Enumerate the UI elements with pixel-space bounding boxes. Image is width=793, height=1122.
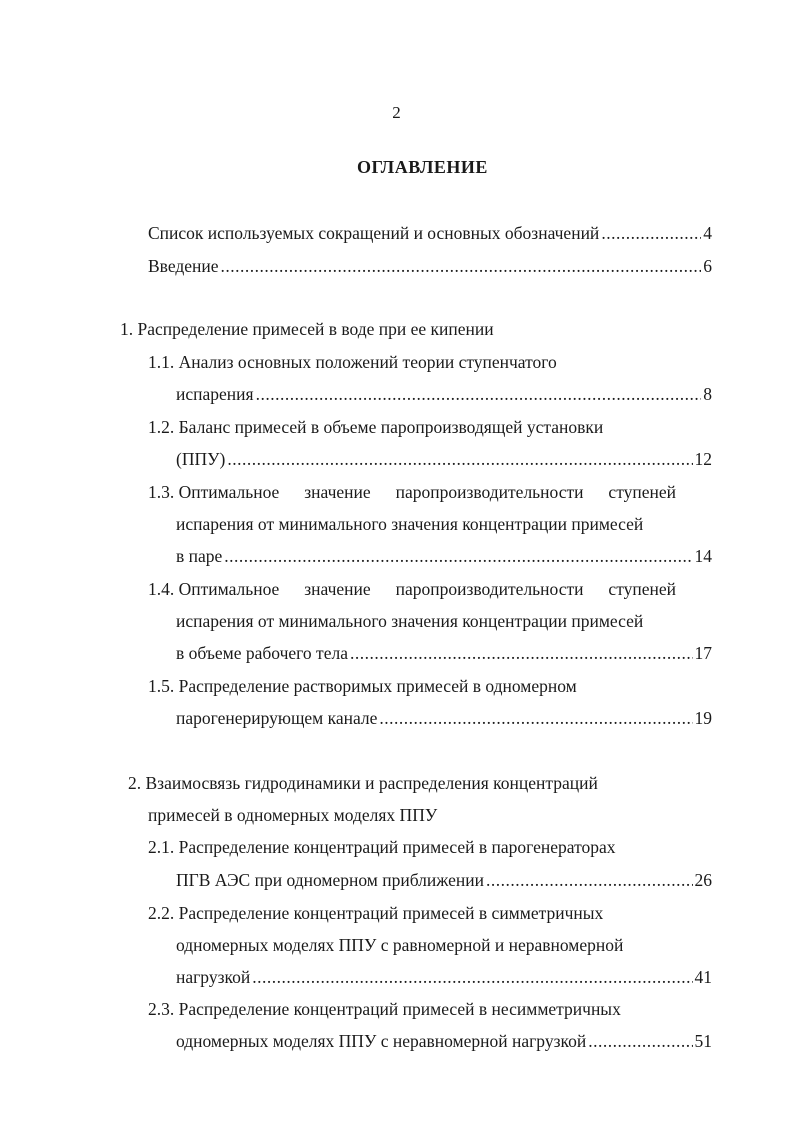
toc-entry-text: одномерных моделях ППУ с неравномерной нагрузкой [176,1031,587,1051]
toc-page-number: 6 [703,256,712,276]
toc-section-1-5-line2[interactable] [176,707,712,729]
toc-section-1-2-line2[interactable] [176,448,712,470]
toc-section-1-4-line3[interactable] [176,642,712,664]
toc-entry-text: в объеме рабочего тела [176,643,348,663]
leader-dots [252,966,692,988]
leader-dots [588,1030,692,1052]
toc-entry-text: испарения [176,384,254,404]
toc-section-2-2-line1[interactable]: 2.2. Распределение концентраций примесей в симметричных [148,903,604,923]
toc-section-1-3-line3[interactable] [176,545,712,567]
toc-page-number: 51 [694,1031,712,1051]
toc-section-1-5-line1[interactable]: 1.5. Распределение растворимых примесей в одномерном [148,676,577,696]
toc-section-1-4-line1[interactable] [148,578,676,600]
toc-word: паропроизводительности [395,482,584,502]
toc-entry-introduction[interactable] [148,255,712,277]
toc-section-2-1-line1[interactable]: 2.1. Распределение концентраций примесей в парогенераторах [148,837,616,857]
toc-chapter-1-title[interactable]: 1. Распределение примесей в воде при ее кипении [120,319,494,339]
toc-entry-text: (ППУ) [176,449,226,469]
leader-dots [379,707,692,729]
leader-dots [601,222,701,244]
toc-word: 1.4. Оптимальное [148,579,280,599]
leader-dots [221,255,702,277]
toc-word: 1.3. Оптимальное [148,482,280,502]
toc-page-number: 12 [694,449,712,469]
leader-dots [350,642,693,664]
toc-page-number: 41 [694,967,712,987]
leader-dots [486,869,693,891]
toc-section-2-2-line3[interactable] [176,966,712,988]
leader-dots [224,545,692,567]
toc-section-2-2-line2[interactable]: одномерных моделях ППУ с равномерной и неравномерной [176,935,624,955]
toc-entry-text: нагрузкой [176,967,251,987]
toc-section-1-3-line1[interactable] [148,481,676,503]
toc-page-number: 17 [694,643,712,663]
toc-section-1-1-line1[interactable]: 1.1. Анализ основных положений теории ступенчатого [148,352,557,372]
toc-page-number: 14 [694,546,712,566]
toc-section-1-4-line2[interactable]: испарения от минимального значения концентрации примесей [176,611,644,631]
toc-word: ступеней [608,579,676,599]
toc-word: паропроизводительности [395,579,584,599]
toc-section-1-1-line2[interactable] [176,383,712,405]
toc-entry-text: ПГВ АЭС при одномерном приближении [176,870,484,890]
toc-entry-abbreviations[interactable] [148,222,712,244]
toc-section-2-1-line2[interactable] [176,869,712,891]
toc-page-number: 4 [703,223,712,243]
toc-entry-text: в паре [176,546,223,566]
toc-page-number: 26 [694,870,712,890]
toc-page-number: 8 [703,384,712,404]
toc-chapter-2-title-line2[interactable]: примесей в одномерных моделях ППУ [148,805,438,825]
toc-entry-text: Список используемых сокращений и основных обозначений [148,223,600,243]
leader-dots [227,448,692,470]
toc-section-2-3-line1[interactable]: 2.3. Распределение концентраций примесей в несимметричных [148,999,621,1019]
leader-dots [256,383,702,405]
toc-entry-text: парогенерирующем канале [176,708,378,728]
page-number: 2 [392,103,401,122]
toc-section-1-3-line2[interactable]: испарения от минимального значения концентрации примесей [176,514,644,534]
toc-word: ступеней [608,482,676,502]
toc-entry-text: Введение [148,256,219,276]
toc-section-2-3-line2[interactable] [176,1030,712,1052]
toc-page-number: 19 [694,708,712,728]
toc-word: значение [304,579,371,599]
toc-chapter-2-title-line1[interactable]: 2. Взаимосвязь гидродинамики и распределения концентраций [128,773,598,793]
toc-section-1-2-line1[interactable]: 1.2. Баланс примесей в объеме паропроизводящей установки [148,417,604,437]
page-title: ОГЛАВЛЕНИЕ [357,157,488,177]
toc-word: значение [304,482,371,502]
